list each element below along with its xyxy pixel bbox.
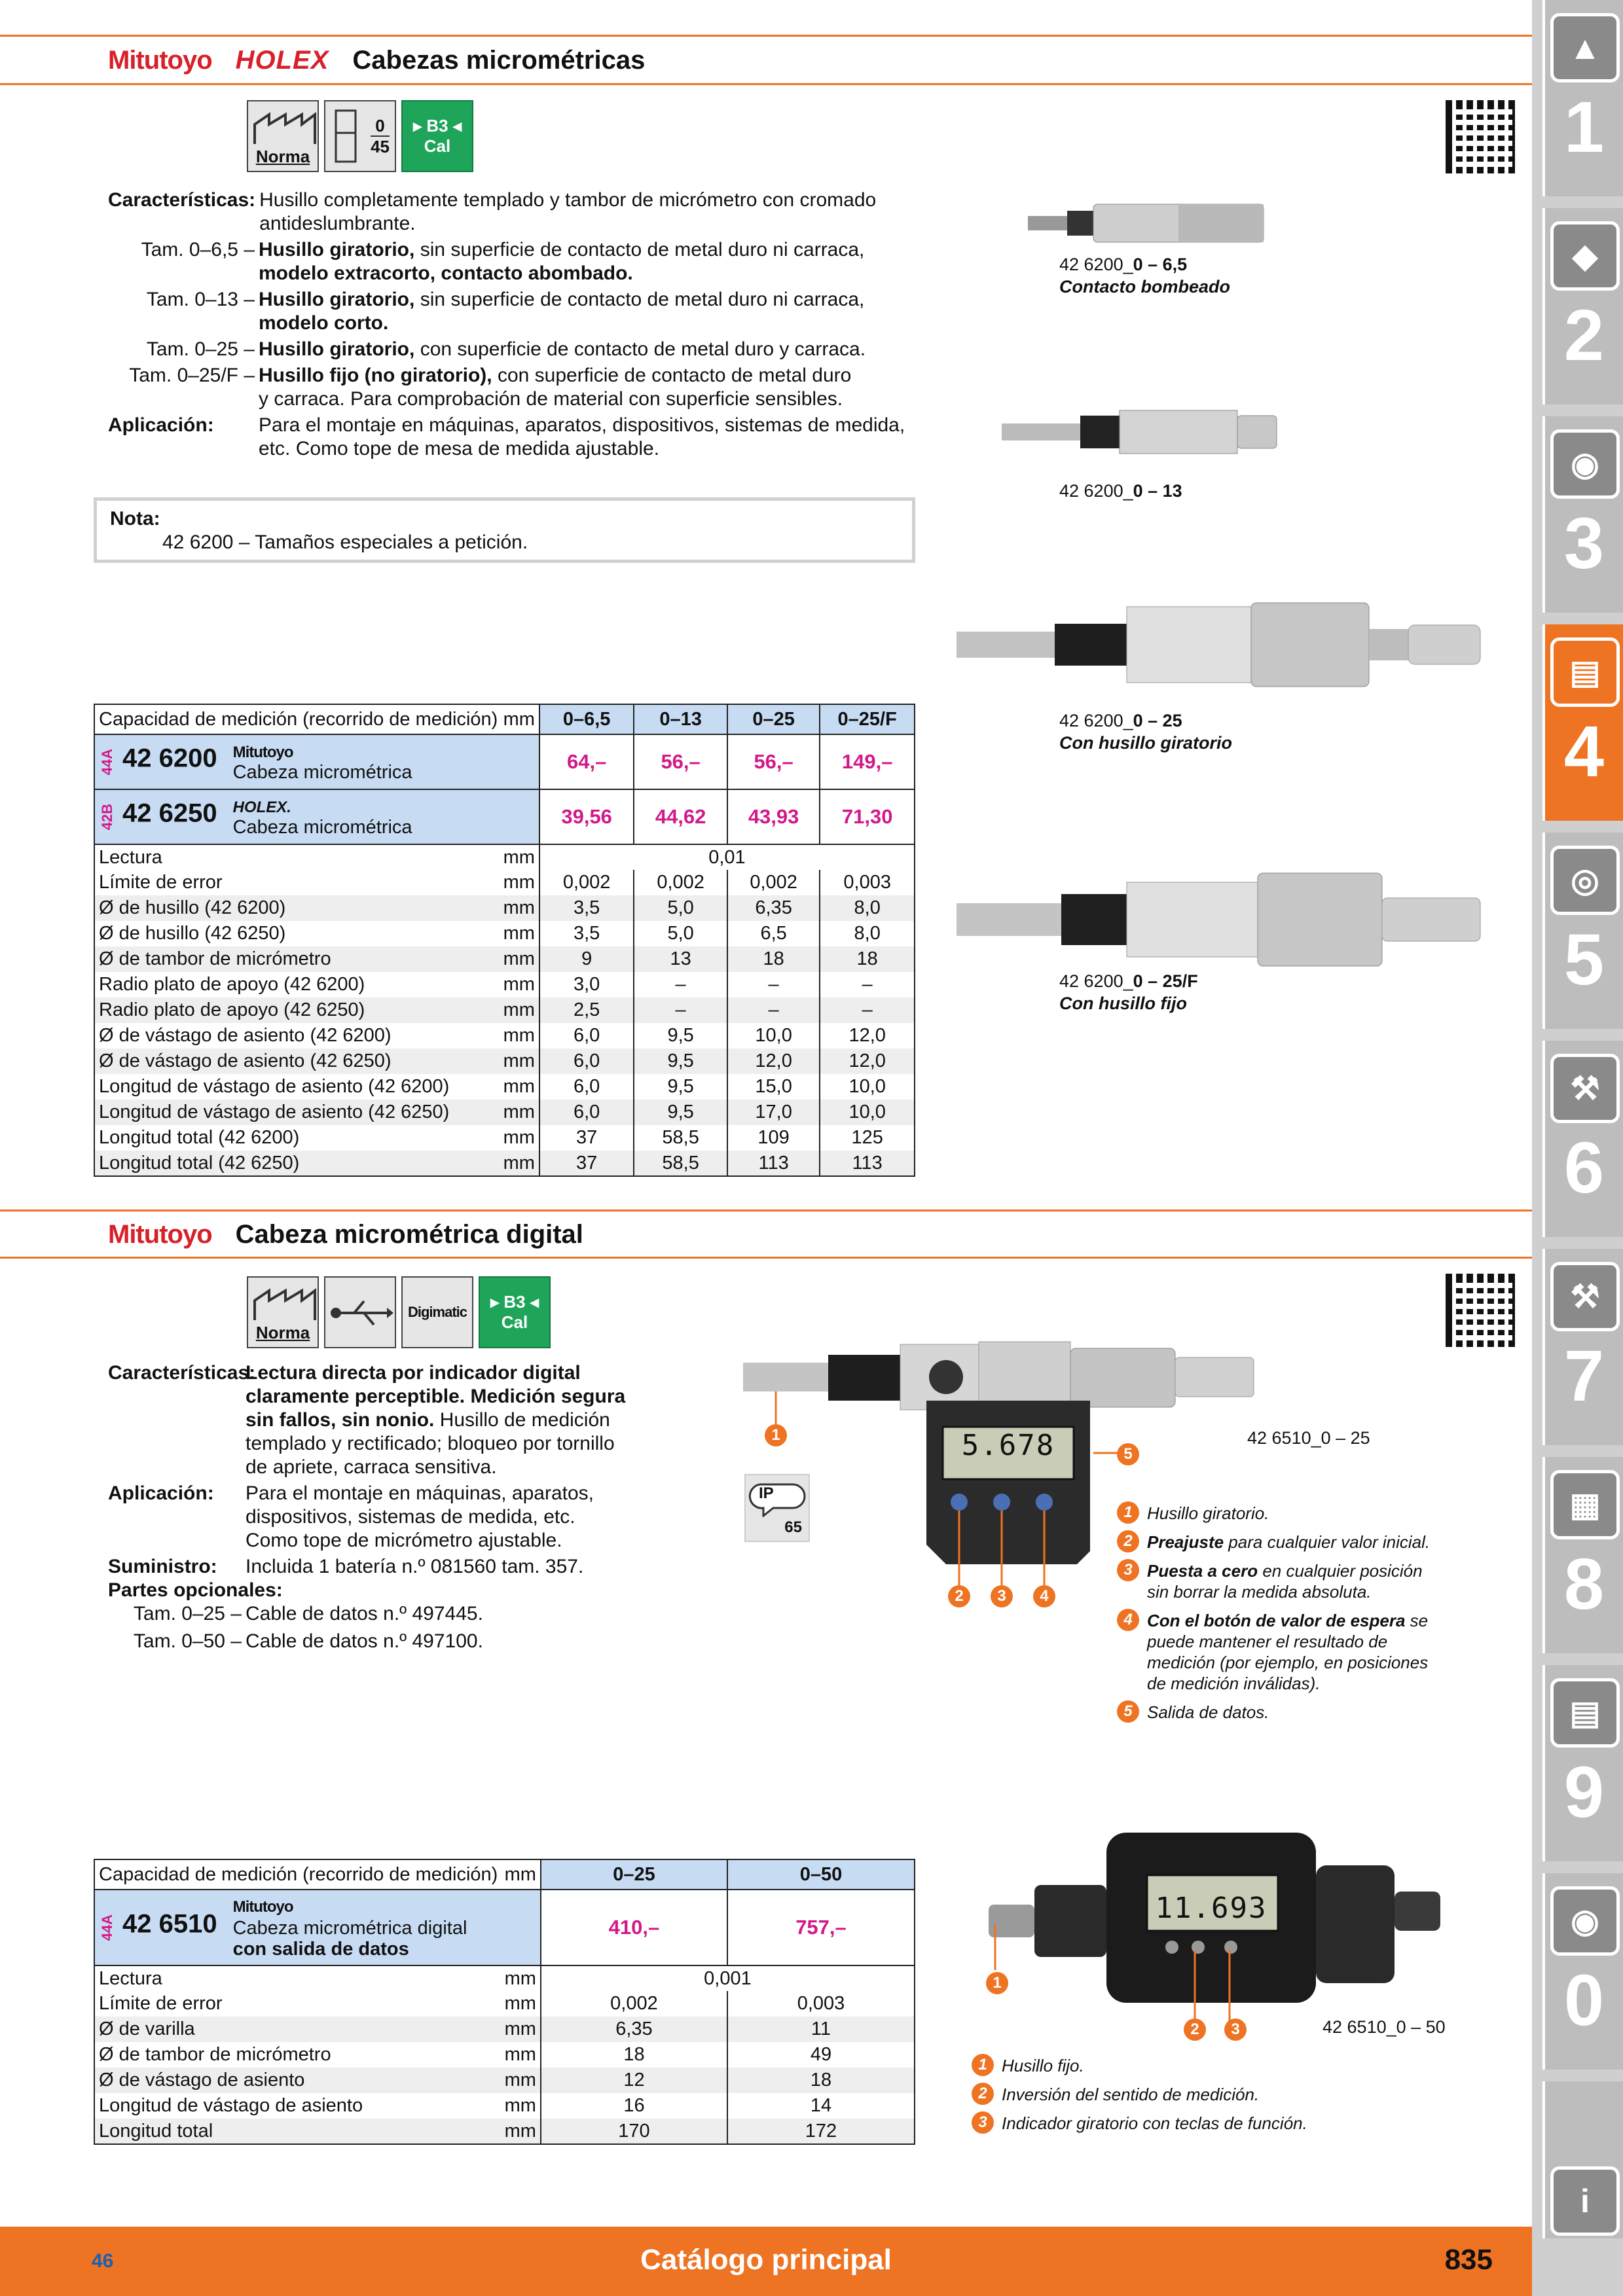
section2-header [108,1215,583,1254]
chapter-9-icon: ▤ [1550,1678,1620,1748]
callout-1: 1 [765,1424,787,1446]
section1-header [108,41,645,80]
norma-badge-2-icon: Norma [247,1276,319,1348]
sidebar-tab-1[interactable]: ▲ 1 [1542,0,1623,196]
caption-0-25: 42 6200_0 – 25 Con husillo giratorio [1059,711,1232,753]
caption-0-13: 42 6200_0 – 13 [1059,481,1182,501]
table1-row: Radio plato de apoyo (42 6200) mm 3,0 – – – [94,972,915,997]
table1-row: Radio plato de apoyo (42 6250) mm 2,5 – – – [94,997,915,1023]
table1-row: Longitud total (42 6250) mm 37 58,5 113 113 [94,1151,915,1176]
footer-title: Catálogo principal [640,2244,892,2276]
callout2-1: 1 [986,1972,1008,1994]
table1-row: Ø de vástago de asiento (42 6200) mm 6,0 9,5 10,0 12,0 [94,1023,915,1049]
chapter-3-icon: ◉ [1550,429,1620,499]
section1-badges [247,100,473,172]
chapter-5-icon: ◎ [1550,846,1620,915]
b3-cal-badge-icon: ▸ B3 ◂ Cal [401,100,473,172]
table2-row: Límite de error mm 0,002 0,003 [94,1991,915,2017]
holex-logo: HOLEX [235,45,329,75]
sidebar-tab-9[interactable]: ▤ 9 [1542,1665,1623,1861]
usb-icon [324,1276,396,1348]
table1-row: Límite de error mm 0,002 0,002 0,002 0,003 [94,870,915,895]
callout-3: 3 [991,1585,1013,1607]
mitutoyo-logo-2: Mitutoyo [108,1219,212,1249]
table2-row: Ø de tambor de micrómetro mm 18 49 [94,2042,915,2068]
sidebar-tab-6[interactable]: ⚒ 6 [1542,1041,1623,1237]
table1-row: Ø de tambor de micrómetro mm 9 13 18 18 [94,946,915,972]
ip65-badge-icon: IP 65 [744,1474,810,1542]
table1-row: Longitud de vástago de asiento (42 6200) mm 6,0 9,5 15,0 10,0 [94,1074,915,1100]
spec-table-1 [94,704,915,1177]
table2-row: Longitud total mm 170 172 [94,2119,915,2144]
table1-row: Ø de husillo (42 6250) mm 3,5 5,0 6,5 8,0 [94,921,915,946]
angle-badge-icon: 0 45 [324,100,396,172]
table1-row: Ø de husillo (42 6200) mm 3,5 5,0 6,35 8,0 [94,895,915,921]
table2-row: Ø de vástago de asiento mm 12 18 [94,2068,915,2093]
section2-title: Cabeza micrométrica digital [235,1219,583,1249]
note-box: Nota: 42 6200 – Tamaños especiales a petición. [94,497,915,563]
chapter-4-icon: ▤ [1550,637,1620,707]
qr-code-2-icon[interactable] [1446,1274,1519,1347]
spec-table-2 [94,1859,915,2145]
table1-header-row: Capacidad de medición (recorrido de medición) mm 0–6,5 0–13 0–25 0–25/F [94,704,915,734]
title-rule [0,83,1532,85]
sidebar-tab-7[interactable]: ⚒ 7 [1542,1249,1623,1445]
micrometer-head-0-25f-image [953,864,1489,975]
callout-2: 2 [948,1585,970,1607]
digimatic-badge-icon: Digimatic [401,1276,473,1348]
info-icon: i [1550,2166,1620,2236]
table2-row: Ø de varilla mm 6,35 11 [94,2017,915,2042]
chapter-8-icon: ▦ [1550,1470,1620,1539]
sidebar-tab-2[interactable]: ◆ 2 [1542,208,1623,404]
section1-features: Características: Husillo completamente templado y tambor de micrómetro con cromado antideslumbrante. Tam. 0–6,5 – Husillo giratorio, sin superficie de contacto de metal duro ni carraca, modelo extracorto, contacto abombado. Tam. 0–13 – Husillo giratorio, sin superficie de contacto de metal duro ni carraca, modelo corto. Tam. 0–25 – Husillo giratorio, con superficie de contacto de metal duro y carraca. Tam. 0–25/F – Husillo fijo (no giratorio), con superficie de contacto de metal duro y carraca. Para comprobación de material con superficie sensibles. Aplicación: Para el montaje en máquinas, aparatos, dispositivos, sistemas de medida, etc. Como tope de mesa de medida ajustable. [108,189,905,459]
section2-top-rule [0,1210,1532,1211]
table2-row: Longitud de vástago de asiento mm 16 14 [94,2093,915,2119]
micrometer-head-0-13-image [995,396,1309,468]
table2-article-42-6510[interactable]: 44A 42 6510Mitutoyo Cabeza micrométrica digital con salida de datos 410,– 757,– [94,1890,915,1965]
qr-code-icon[interactable] [1446,100,1519,173]
micrometer-head-0-25-image [953,592,1489,697]
callout2-2: 2 [1184,2018,1206,2041]
chapter-7-icon: ⚒ [1550,1262,1620,1331]
caption-0-25f: 42 6200_0 – 25/F Con husillo fijo [1059,971,1198,1013]
sidebar-tab-i[interactable] [1542,2081,1623,2238]
sidebar-tab-3[interactable]: ◉ 3 [1542,416,1623,613]
table2-row-lectura: Lectura mm 0,001 [94,1965,915,1991]
lcd-display-2: 11.693 [1155,1892,1267,1925]
footer-page-right: 835 [1444,2244,1493,2276]
callout2-3: 3 [1224,2018,1247,2041]
callout-5: 5 [1117,1443,1139,1465]
caliper-icon [329,107,362,166]
table1-article-42-6200[interactable]: 44A 42 6200 Mitutoyo Cabeza micrométrica 64,– 56,– 56,– 149,– [94,734,915,789]
lcd-display-1: 5.678 [961,1429,1055,1462]
legend-2: 1 Husillo fijo. 2 Inversión del sentido de medición. 3 Indicador giratorio con teclas de función. [972,2055,1338,2142]
chapter-6-icon: ⚒ [1550,1054,1620,1123]
table1-row: Longitud de vástago de asiento (42 6250) mm 6,0 9,5 17,0 10,0 [94,1100,915,1125]
sidebar-tab-5[interactable]: ◎ 5 [1542,833,1623,1029]
chapter-2-icon: ◆ [1550,221,1620,291]
table1-row: Ø de vástago de asiento (42 6250) mm 6,0 9,5 12,0 12,0 [94,1049,915,1074]
b3-cal-badge-2-icon: ▸ B3 ◂ Cal [479,1276,551,1348]
section2-badges [247,1276,551,1348]
table1-row: Longitud total (42 6200) mm 37 58,5 109 125 [94,1125,915,1151]
callout-4: 4 [1033,1585,1055,1607]
sidebar-tab-8[interactable]: ▦ 8 [1542,1457,1623,1653]
sidebar-tab-0[interactable]: ◉ 0 [1542,1873,1623,2070]
section2-title-rule [0,1257,1532,1259]
chapter-sidebar [1532,0,1623,2296]
footer-page-left: 46 [92,2250,114,2272]
legend-1: 1 Husillo giratorio. 2 Preajuste para cualquier valor inicial. 3 Puesta a cero en cualquier posición sin borrar la medida absoluta. 4 Con el botón de valor de espera se puede mantener el resultado de medición (por ejemplo, en posiciones de medición inválidas). 5 Salida de datos. [1117,1503,1444,1731]
table1-row-lectura: Lectura mm 0,01 [94,844,915,870]
top-rule [0,35,1532,37]
sidebar-tab-4[interactable]: ▤ 4 [1542,624,1623,821]
norma-badge-icon: Norma [247,100,319,172]
micrometer-head-0-6-5-image [1021,190,1388,255]
caption-6510-0-50: 42 6510_0 – 50 [1322,2017,1446,2037]
section2-features: Características: Lectura directa por indicador digital claramente perceptible. Medición segura sin fallos, sin nonio. Husillo de medición templado y rectificado; bloqueo por tornillo de apriete, carraca sensitiva. Aplicación: Para el montaje en máquinas, aparatos, dispositivos, sistemas de medida, etc. Como tope de micrómetro ajustable. Suministro: Incluida 1 batería n.º 081560 tam. 357. Partes opcionales: Tam. 0–25 – Cable de datos n.º 497445. Tam. 0–50 – Cable de datos n.º 497100. [108,1362,626,1652]
footer-bar [0,2227,1532,2296]
caption-0-6-5: 42 6200_0 – 6,5 Contacto bombeado [1059,255,1230,296]
table2-header-row: Capacidad de medición (recorrido de medición) mm 0–25 0–50 [94,1859,915,1890]
chapter-0-icon: ◉ [1550,1886,1620,1956]
chapter-1-icon: ▲ [1550,13,1620,82]
factory-icon [249,108,319,147]
section1-title: Cabezas micrométricas [352,45,646,75]
caption-6510-0-25: 42 6510_0 – 25 [1247,1428,1370,1448]
table1-article-42-6250[interactable]: 42B 42 6250 HOLEX. Cabeza micrométrica 39,56 44,62 43,93 71,30 [94,789,915,844]
mitutoyo-logo: Mitutoyo [108,45,212,75]
